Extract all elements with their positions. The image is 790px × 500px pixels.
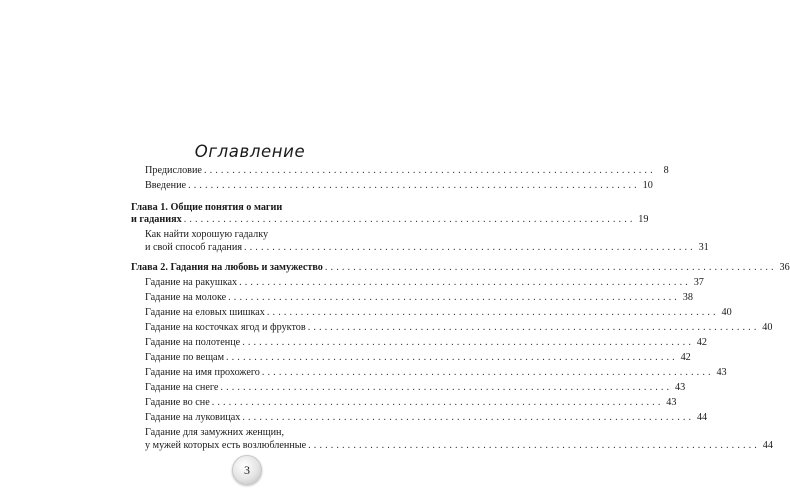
toc-entry-title: Гадание во сне: [145, 397, 210, 409]
dot-leader: ................................................................................: [211, 397, 664, 409]
toc-entry-title: и свой способ гадания: [145, 241, 243, 253]
toc-entry: [131, 397, 677, 410]
dot-leader: ................................................................................: [242, 337, 694, 349]
toc-entry-title: Гадание на ракушках: [145, 277, 238, 289]
toc-entry: [131, 229, 709, 254]
dot-leader: ................................................................................: [228, 292, 680, 304]
toc-entry-title: и гаданиях: [131, 214, 182, 226]
toc-entry: [131, 412, 708, 425]
dot-leader: ................................................................................: [239, 277, 691, 289]
toc-entry: [131, 292, 693, 305]
toc-page-number: 43: [666, 397, 677, 409]
toc-entry: [131, 277, 704, 290]
toc-page-number: 40: [721, 307, 732, 319]
toc-entry-title: Гадание на луковицах: [145, 412, 241, 424]
toc-page-number: 8: [663, 165, 669, 176]
toc-page-number: 42: [696, 337, 707, 349]
dot-leader: ................................................................................: [203, 165, 656, 176]
toc-page-number: 44: [762, 439, 773, 451]
toc-entry: [131, 337, 707, 350]
toc-chapter: [131, 201, 649, 227]
toc-entry: [131, 427, 773, 452]
toc-page-number: 19: [638, 214, 649, 226]
toc-page-number: 36: [779, 262, 790, 274]
toc-entry-title: Гадание на косточках ягод и фруктов: [145, 322, 306, 334]
toc-page-number: 10: [642, 179, 653, 191]
dot-leader: ................................................................................: [324, 262, 777, 274]
toc-entry-title: Гадание по вещам: [145, 352, 225, 364]
dot-leader: ................................................................................: [308, 439, 760, 451]
toc-page-number: 44: [696, 412, 708, 424]
toc-entry-title: Гадание на молоке: [145, 292, 227, 304]
toc-entry-title: Глава 2. Гадания на любовь и замужество: [131, 262, 323, 274]
dot-leader: ................................................................................: [226, 352, 678, 364]
toc-entry-title: Гадание на полотенце: [145, 337, 241, 349]
toc-entry: [131, 179, 653, 193]
toc-page-number: 42: [680, 352, 691, 364]
page-number-badge: [232, 455, 262, 485]
toc-entry-title-line: Как найти хорошую гадалку: [145, 229, 269, 241]
toc-entry-title: Предисловие: [145, 165, 202, 176]
dot-leader: ................................................................................: [188, 179, 640, 191]
toc-chapter: [131, 262, 790, 275]
toc-page-number: 31: [698, 241, 709, 253]
toc-page-number: 43: [716, 367, 727, 379]
dot-leader: ................................................................................: [220, 382, 673, 394]
toc-entry-title: Введение: [145, 179, 187, 191]
toc-title: Оглавление: [194, 142, 306, 161]
toc-entry-title: у мужей которых есть возлюбленные: [145, 439, 307, 451]
toc-entry-title-line: Глава 1. Общие понятия о магии: [131, 201, 283, 213]
toc-entry-title: Гадание на еловых шишках: [145, 307, 265, 319]
dot-leader: ................................................................................: [261, 367, 714, 379]
dot-leader: ................................................................................: [242, 412, 695, 424]
dot-leader: ................................................................................: [266, 307, 719, 319]
toc-entry-title: Гадание на имя прохожего: [145, 367, 260, 379]
table-of-contents: [131, 165, 790, 452]
toc-entry: [131, 367, 727, 380]
dot-leader: ................................................................................: [307, 322, 760, 334]
toc-entry: [131, 352, 691, 365]
toc-page-number: 43: [674, 382, 686, 394]
toc-entry: [131, 322, 773, 335]
toc-entry-title: Гадание на снеге: [145, 382, 219, 394]
dot-leader: ................................................................................: [183, 214, 636, 226]
dot-leader: ................................................................................: [244, 241, 696, 253]
toc-page-number: 37: [693, 277, 704, 289]
toc-entry: [131, 307, 732, 320]
page-number: 3: [244, 462, 250, 477]
toc-entry: [131, 165, 669, 178]
toc-entry: [131, 382, 686, 395]
toc-page-number: 38: [682, 292, 693, 304]
toc-entry-title-line: Гадание для замужних женщин,: [145, 427, 285, 439]
toc-page-number: 40: [762, 322, 773, 334]
